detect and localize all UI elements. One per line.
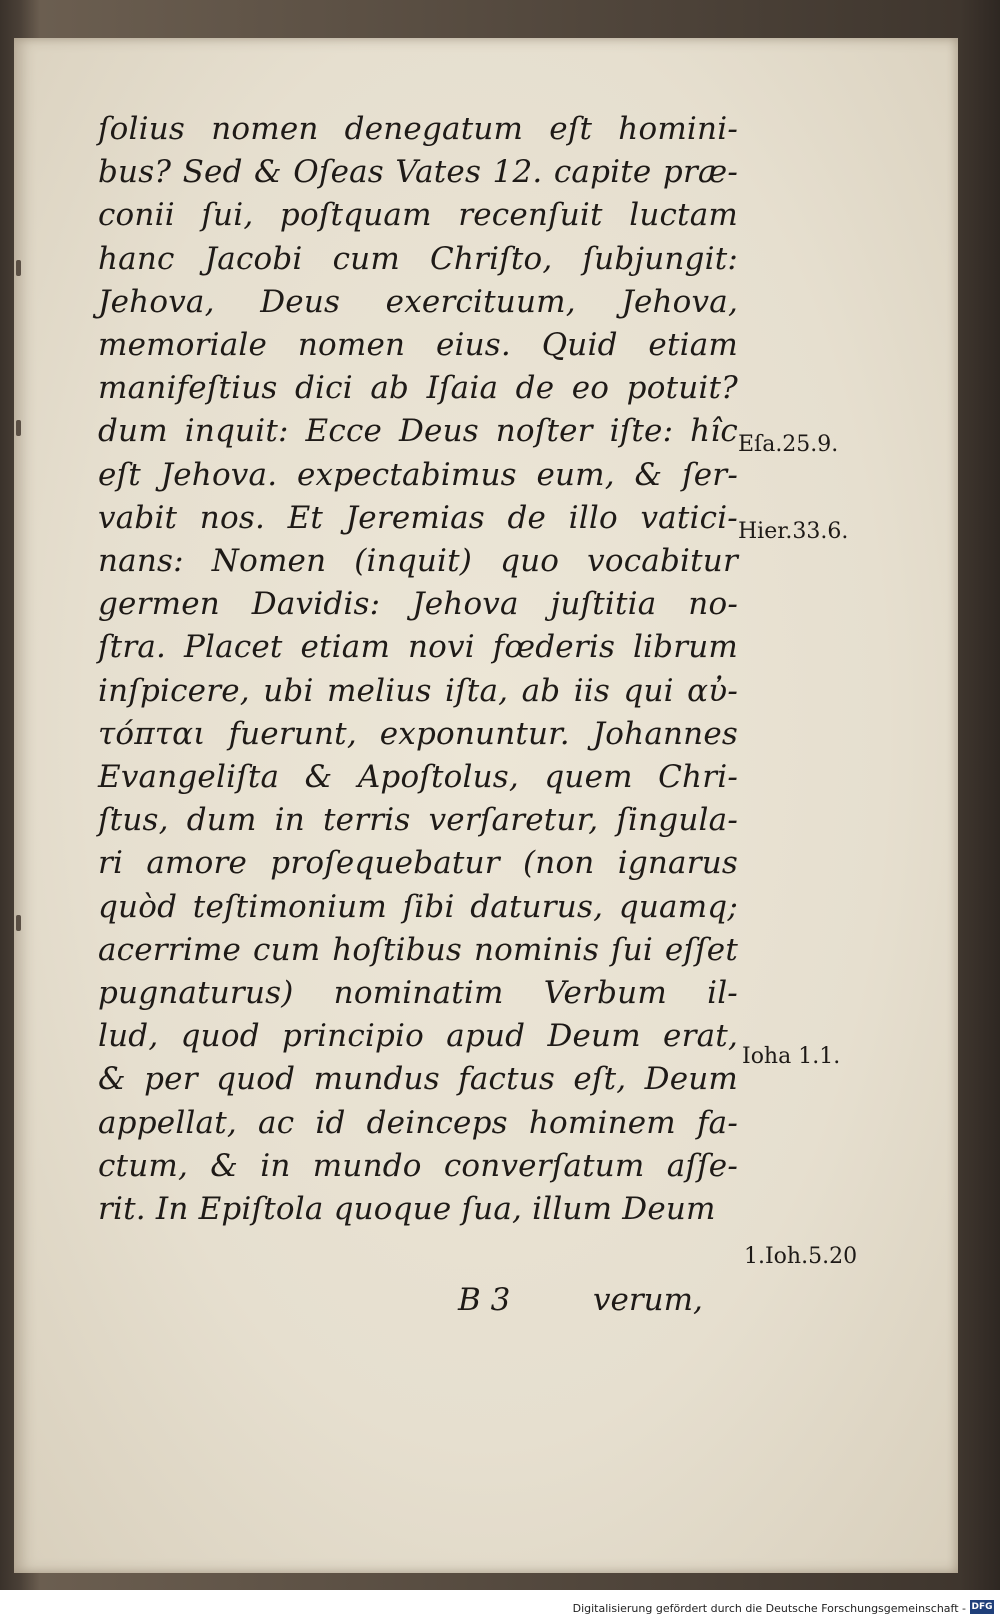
text-line: manifeſtius dici ab Iſaia de eo potuit? bbox=[98, 370, 738, 407]
signature-mark: B 3 bbox=[458, 1282, 511, 1318]
margin-note-ioha: Ioha 1.1. bbox=[742, 1044, 841, 1069]
text-line: conii ſui, poſtquam recenſuit luctam bbox=[98, 197, 738, 234]
text-line: memoriale nomen eius. Quid etiam bbox=[98, 327, 738, 364]
body-text bbox=[98, 108, 738, 1231]
text-line: Evangeliſta & Apoſtolus, quem Chri- bbox=[98, 759, 738, 796]
text-line: ctum, & in mundo converſatum aſſe- bbox=[98, 1147, 738, 1184]
text-line: ſtus, dum in terris verſaretur, ſingula- bbox=[98, 802, 738, 839]
binding-mark bbox=[16, 915, 21, 931]
text-line: τόπται fuerunt, exponuntur. Johannes bbox=[98, 715, 738, 752]
text-line: hanc Jacobi cum Chriſto, ſubjungit: bbox=[98, 240, 738, 277]
text-line: rit. In Epiſtola quoque ſua, illum Deum bbox=[98, 1191, 716, 1228]
text-line: & per quod mundus factus eſt, Deum bbox=[98, 1061, 738, 1098]
text-line: Jehova, Deus exercituum, Jehova, bbox=[98, 283, 738, 320]
text-line: eſt Jehova. expectabimus eum, & ſer- bbox=[98, 456, 738, 493]
margin-note-hier: Hier.33.6. bbox=[738, 519, 849, 544]
text-line: lud, quod principio apud Deum erat, bbox=[98, 1018, 738, 1055]
margin-note-esa: Eſa.25.9. bbox=[738, 432, 839, 457]
margin-note-ioh: 1.Ioh.5.20 bbox=[744, 1244, 858, 1269]
text-line: quòd teſtimonium ſibi daturus, quamq; bbox=[98, 888, 738, 925]
text-line: pugnaturus) nominatim Verbum il- bbox=[98, 975, 738, 1012]
text-line: germen Davidis: Jehova juſtitia no- bbox=[98, 586, 738, 623]
text-line: vabit nos. Et Jeremias de illo vatici- bbox=[98, 499, 738, 536]
text-line: ri amore proſequebatur (non ignarus bbox=[98, 845, 738, 882]
text-line: bus? Sed & Oſeas Vates 12. capite præ- bbox=[98, 154, 738, 191]
text-line: nans: Nomen (inquit) quo vocabitur bbox=[98, 543, 738, 580]
binding-mark bbox=[16, 420, 21, 436]
text-line: acerrime cum hoſtibus nominis ſui eſſet bbox=[98, 931, 738, 968]
digitization-credit: Digitalisierung gefördert durch die Deutsche Forschungsgemeinschaft - bbox=[572, 1602, 966, 1615]
binding-mark bbox=[16, 260, 21, 276]
text-line: ſtra. Placet etiam novi fœderis librum bbox=[98, 629, 738, 666]
text-line: dum inquit: Ecce Deus noſter iſte: hîc bbox=[98, 413, 738, 450]
catchword: verum, bbox=[593, 1282, 703, 1318]
text-line: ſolius nomen denegatum eſt homini- bbox=[98, 111, 738, 147]
dfg-logo-icon: DFG bbox=[971, 1602, 993, 1612]
text-line: inſpicere, ubi melius iſta, ab iis qui αὐ- bbox=[98, 672, 738, 709]
text-line: appellat, ac id deinceps hominem fa- bbox=[98, 1104, 738, 1141]
